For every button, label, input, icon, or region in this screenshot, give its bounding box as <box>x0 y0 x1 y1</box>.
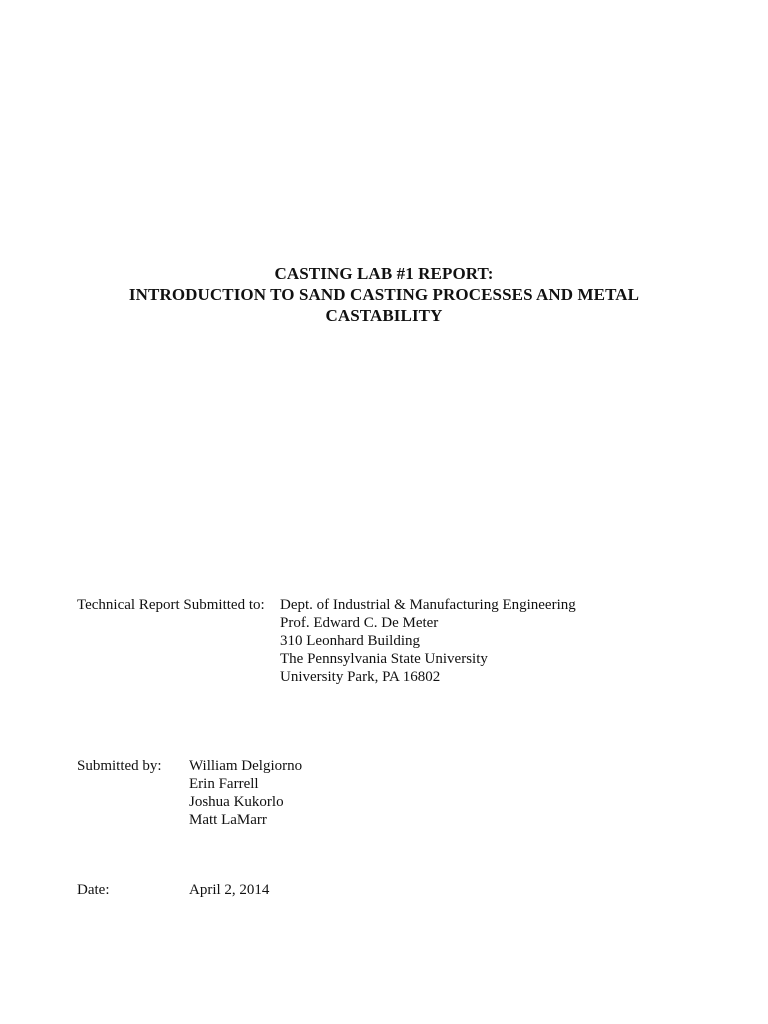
address-line: 310 Leonhard Building <box>280 633 420 649</box>
submitted-to-label: Technical Report Submitted to: <box>77 597 265 613</box>
date-label: Date: <box>77 882 110 898</box>
author-name: Erin Farrell <box>189 776 259 792</box>
title-line-1: CASTING LAB #1 REPORT: <box>274 264 494 283</box>
submitted-by-label: Submitted by: <box>77 758 162 774</box>
address-line: Prof. Edward C. De Meter <box>280 615 439 631</box>
title-line-2: INTRODUCTION TO SAND CASTING PROCESSES AND METAL <box>128 285 640 304</box>
submitted-to-address <box>280 596 576 686</box>
title-line-3: CASTABILITY <box>325 306 443 325</box>
address-line: University Park, PA 16802 <box>280 669 441 685</box>
author-name: Joshua Kukorlo <box>189 794 284 810</box>
author-name: William Delgiorno <box>189 758 303 774</box>
submitted-by-names <box>189 757 302 829</box>
report-title <box>0 263 768 326</box>
address-line: The Pennsylvania State University <box>280 651 488 667</box>
author-name: Matt LaMarr <box>189 812 267 828</box>
address-line: Dept. of Industrial & Manufacturing Engineering <box>280 597 576 613</box>
date-value: April 2, 2014 <box>189 882 270 898</box>
